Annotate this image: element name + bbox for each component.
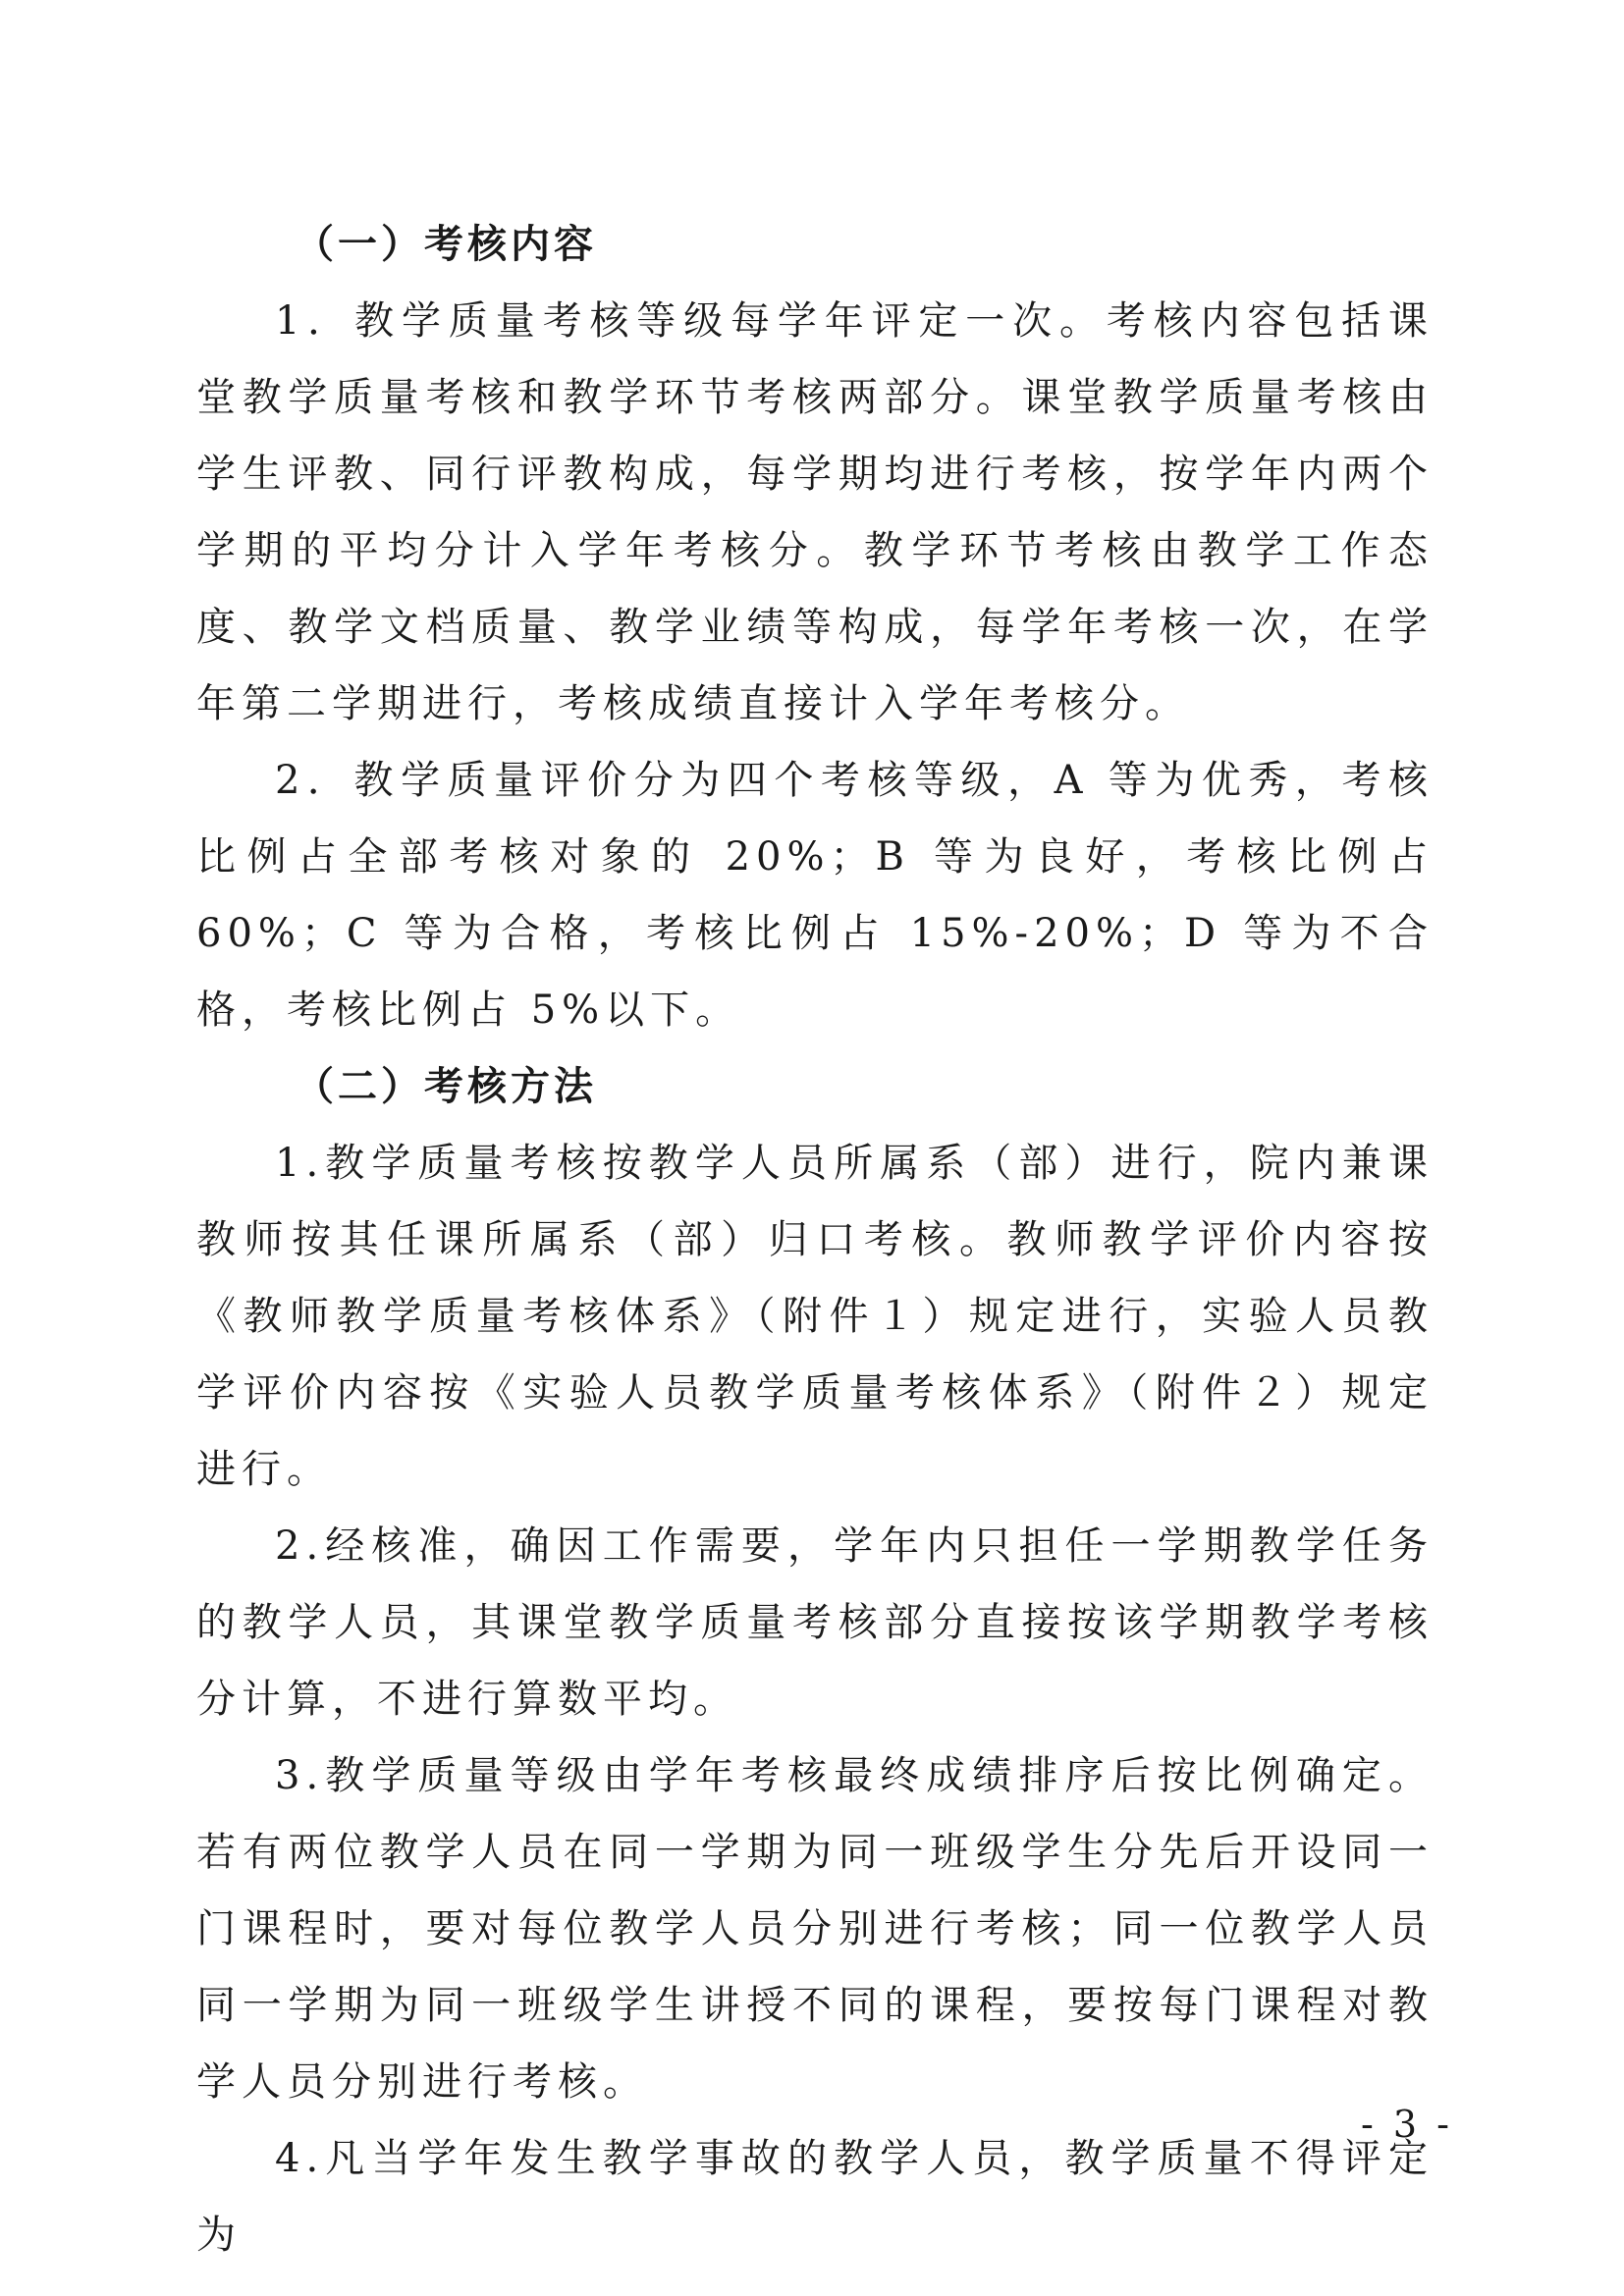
paragraph-assessment-method-1: 1.教学质量考核按教学人员所属系（部）进行，院内兼课教师按其任课所属系（部）归口考核。教师教学评价内容按《教师教学质量考核体系》（附件１）规定进行，实验人员教学评价内容按《实验人员教学质量考核体系》（附件２）规定进行。 (196, 1141, 1434, 1492)
section-heading-assessment-content: （一）考核内容 (295, 222, 597, 267)
page-content (196, 206, 1434, 2273)
paragraph-assessment-method-3: 3.教学质量等级由学年考核最终成绩排序后按比例确定。若有两位教学人员在同一学期为同一班级学生分先后开设同一门课程时，要对每位教学人员分别进行考核；同一位教学人员同一学期为同一班级学生讲授不同的课程，要按每门课程对教学人员分别进行考核。 (196, 1753, 1434, 2105)
paragraph-assessment-content-2: 2．教学质量评价分为四个考核等级，A 等为优秀，考核比例占全部考核对象的 20%；B 等为良好，考核比例占 60%；C 等为合格，考核比例占 15%-20%；D 等为不合格，考核比例占 5%以下。 (196, 758, 1434, 1033)
paragraph-assessment-content-1: 1．教学质量考核等级每学年评定一次。考核内容包括课堂教学质量考核和教学环节考核两部分。课堂教学质量考核由学生评教、同行评教构成，每学期均进行考核，按学年内两个学期的平均分计入学年考核分。教学环节考核由教学工作态度、教学文档质量、教学业绩等构成，每学年考核一次，在学年第二学期进行，考核成绩直接计入学年考核分。 (196, 298, 1434, 726)
paragraph-assessment-method-4: 4.凡当学年发生教学事故的教学人员，教学质量不得评定为 (196, 2136, 1434, 2258)
page-number: - 3 - (1360, 2103, 1453, 2146)
paragraph-assessment-method-2: 2.经核准，确因工作需要，学年内只担任一学期教学任务的教学人员，其课堂教学质量考核部分直接按该学期教学考核分计算，不进行算数平均。 (196, 1523, 1434, 1722)
section-heading-assessment-method: （二）考核方法 (295, 1064, 597, 1109)
